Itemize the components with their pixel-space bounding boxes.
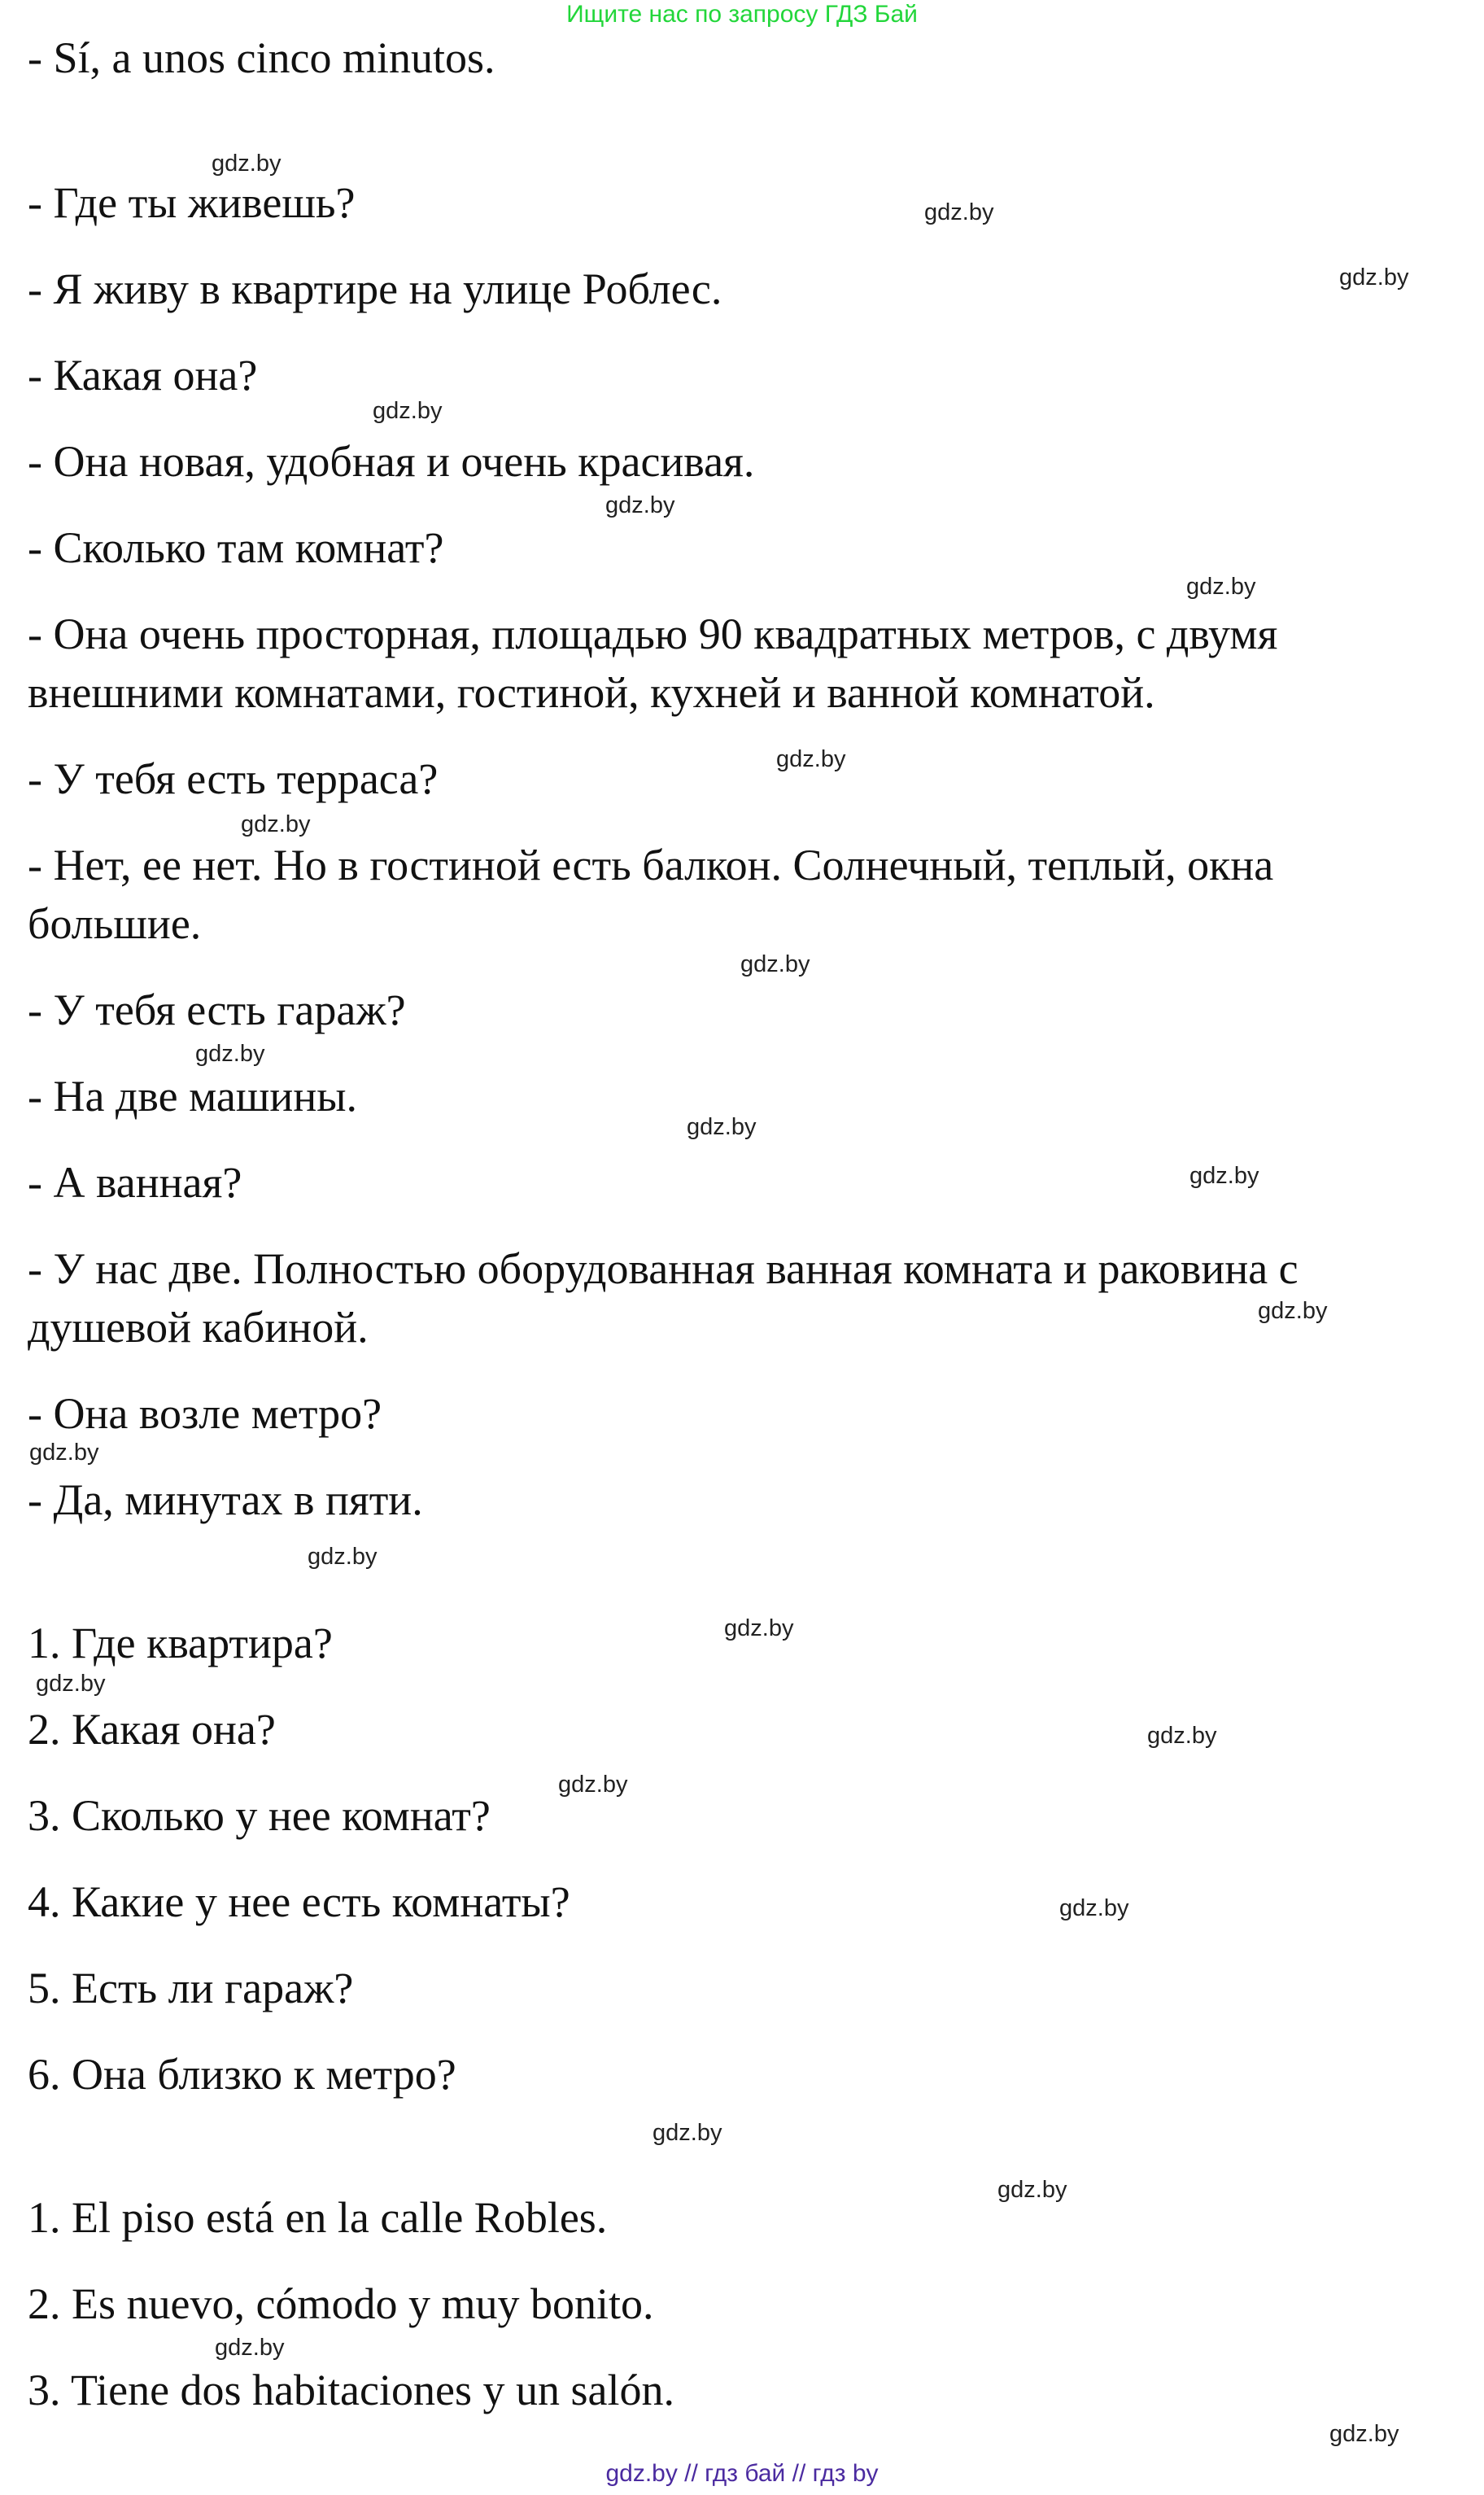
dialogue-line: - У нас две. Полностью оборудованная ванная комната и раковина с (28, 1244, 1298, 1293)
dialogue-line: - А ванная? (28, 1158, 242, 1207)
answer-item: 1. El piso está en la calle Robles. (28, 2193, 608, 2242)
watermark: gdz.by (558, 1772, 628, 1798)
watermark: gdz.by (776, 746, 846, 772)
question-item: 3. Сколько у нее комнат? (28, 1791, 491, 1840)
watermark: gdz.by (687, 1114, 757, 1140)
watermark: gdz.by (308, 1544, 378, 1570)
dialogue-line: - Она новая, удобная и очень красивая. (28, 437, 755, 486)
watermark: gdz.by (1059, 1895, 1129, 1921)
dialogue-line: - Нет, ее нет. Но в гостиной есть балкон. Солнечный, теплый, окна (28, 841, 1274, 889)
question-item: 1. Где квартира? (28, 1619, 333, 1667)
watermark: gdz.by (29, 1440, 99, 1466)
watermark: gdz.by (215, 2335, 285, 2361)
question-item: 5. Есть ли гараж? (28, 1964, 354, 2012)
watermark: gdz.by (724, 1615, 794, 1641)
question-item: 4. Какие у нее есть комнаты? (28, 1877, 570, 1926)
watermark: gdz.by (924, 199, 994, 225)
dialogue-line: большие. (28, 899, 202, 948)
footer-links: gdz.by // гдз бай // гдз by (605, 2460, 879, 2487)
watermark: gdz.by (212, 151, 282, 177)
dialogue-line: - Где ты живешь? (28, 178, 356, 227)
answer-item: 3. Tiene dos habitaciones y un salón. (28, 2366, 674, 2414)
dialogue-line: - У тебя есть гараж? (28, 985, 406, 1034)
dialogue-line: - Какая она? (28, 351, 258, 400)
dialogue-line: - Sí, a unos cinco minutos. (28, 33, 495, 82)
watermark: gdz.by (1186, 574, 1256, 600)
watermark: gdz.by (241, 811, 311, 837)
watermark: gdz.by (740, 951, 810, 977)
watermark: gdz.by (1258, 1298, 1328, 1324)
search-hint-banner: Ищите нас по запросу ГДЗ Бай (566, 1, 918, 28)
watermark: gdz.by (373, 398, 443, 424)
answer-item: 2. Es nuevo, cómodo y muy bonito. (28, 2279, 654, 2328)
watermark: gdz.by (997, 2177, 1067, 2203)
dialogue-line: - На две машины. (28, 1072, 357, 1121)
watermark: gdz.by (605, 492, 675, 518)
dialogue-line: внешними комнатами, гостиной, кухней и ванной комнатой. (28, 668, 1155, 717)
dialogue-line: душевой кабиной. (28, 1303, 369, 1352)
watermark: gdz.by (1329, 2421, 1399, 2447)
watermark: gdz.by (36, 1671, 106, 1697)
dialogue-line: - У тебя есть терраса? (28, 754, 439, 803)
dialogue-line: - Да, минутах в пяти. (28, 1475, 423, 1524)
watermark: gdz.by (1189, 1163, 1259, 1189)
dialogue-line: - Сколько там комнат? (28, 523, 444, 572)
dialogue-line: - Я живу в квартире на улице Роблес. (28, 264, 722, 313)
watermark: gdz.by (195, 1041, 265, 1067)
dialogue-line: - Она очень просторная, площадью 90 квадратных метров, с двумя (28, 610, 1278, 658)
question-item: 2. Какая она? (28, 1705, 276, 1754)
watermark: gdz.by (1339, 264, 1409, 291)
watermark: gdz.by (653, 2120, 722, 2146)
question-item: 6. Она близко к метро? (28, 2050, 456, 2099)
watermark: gdz.by (1147, 1723, 1217, 1749)
dialogue-line: - Она возле метро? (28, 1389, 382, 1438)
